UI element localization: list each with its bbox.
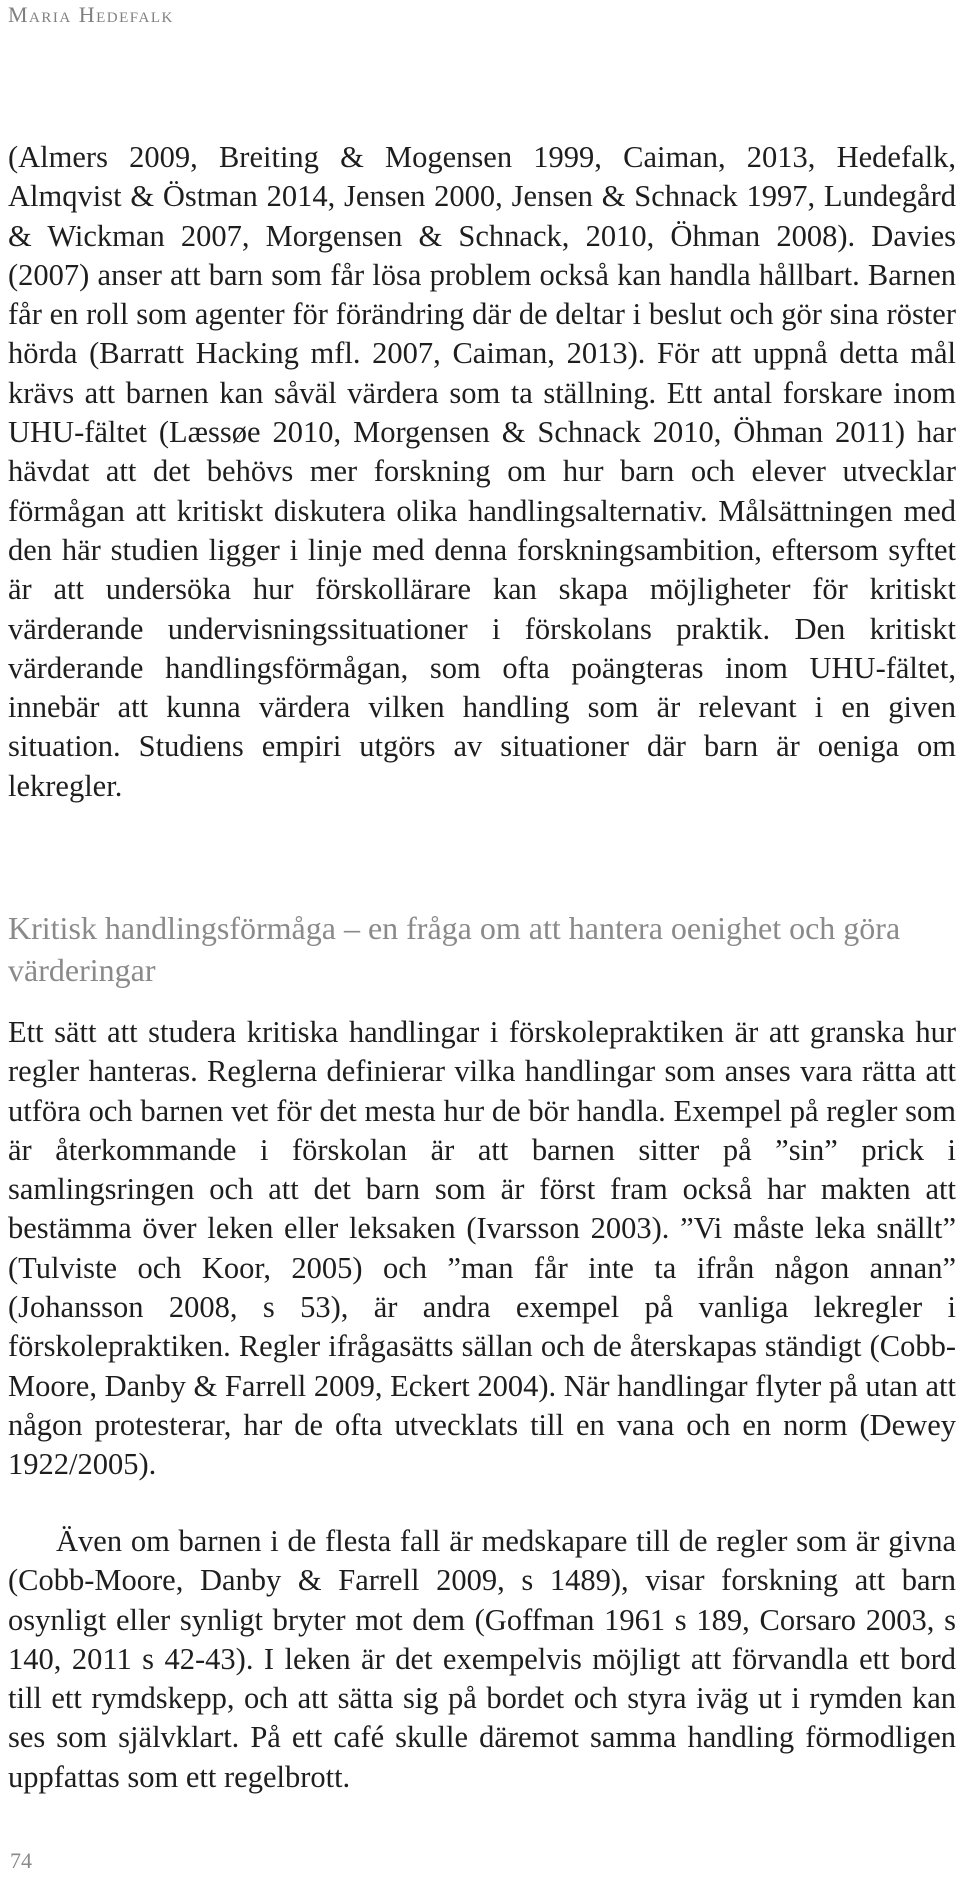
paragraph-text: Även om barnen i de flesta fall är medskapare till de regler som är givna (Cobb-Moore, Danby & Farrell 2009, s 1489), visar forskning att barn osynligt eller synligt bryter mot dem (Goffman 1961 s 189, Corsaro 2003, s 140, 2011 s 42-43). I leken är det exempelvis möjligt att förvandla ett bord till ett rymdskepp, och att sätta sig på bordet och styra iväg ut i rymden kan ses som självklart. På ett café skulle däremot samma handling förmodligen uppfattas som ett regelbrott. — [8, 1524, 956, 1794]
section-heading: Kritisk handlingsförmåga – en fråga om att hantera oenighet och göra värderingar — [8, 910, 901, 988]
running-head: Maria Hedefalk — [8, 2, 174, 27]
paragraph-text: Ett sätt att studera kritiska handlingar i förskolepraktiken är att granska hur regler hanteras. Reglerna definierar vilka handlingar som anses vara rätta att utföra och barnen vet för det mesta hur de bör handla. Exempel på regler som är återkommande i förskolan är att barnen sitter på ”sin” prick i samlingsringen och att det barn som är först fram också har makten att bestämma över leken eller leksaken (Ivarsson 2003). ”Vi måste leka snällt” (Tulviste och Koor, 2005) och ”man får inte ta ifrån någon annan” (Johansson 2008, s 53), är andra exempel på vanliga lekregler i förskolepraktiken. Regler ifrågasätts sällan och de återskapas ständigt (Cobb-Moore, Danby & Farrell 2009, Eckert 2004). När handlingar flyter på utan att någon protesterar, har de ofta utvecklats till en vana och en norm (Dewey 1922/2005). — [8, 1015, 956, 1482]
paragraph-text: (Almers 2009, Breiting & Mogensen 1999, Caiman, 2013, Hedefalk, Almqvist & Östman 2014, Jensen 2000, Jensen & Schnack 1997, Lundegård & Wickman 2007, Morgensen & Schnack, 2010, Öhman 2008). Davies (2007) anser att barn som får lösa problem också kan handla hållbart. Barnen får en roll som agenter för förändring där de deltar i beslut och gör sina röster hörda (Barratt Hacking mfl. 2007, Caiman, 2013). För att uppnå detta mål krävs att barnen kan såväl värdera som ta ställning. Ett antal forskare inom UHU-fältet (Læssøe 2010, Morgensen & Schnack 2010, Öhman 2011) har hävdat att det behövs mer forskning om hur barn och elever utvecklar förmågan att kritiskt diskutera olika handlingsalternativ. Målsättningen med den här studien ligger i linje med denna forskningsambition, eftersom syftet är att undersöka hur förskollärare kan skapa möjligheter för kritiskt värderande undervisningssituationer i förskolans praktik. Den kritiskt värderande handlingsförmågan, som ofta poängteras inom UHU-fältet, innebär att kunna värdera vilken handling som är relevant i en given situation. Studiens empiri utgörs av situationer där barn är oeniga om lekregler. — [8, 140, 956, 803]
page-number: 74 — [10, 1848, 32, 1873]
paragraph-intro — [8, 138, 956, 806]
paragraph-rule-breaking — [8, 1522, 956, 1797]
paragraph-rules — [8, 1013, 956, 1485]
